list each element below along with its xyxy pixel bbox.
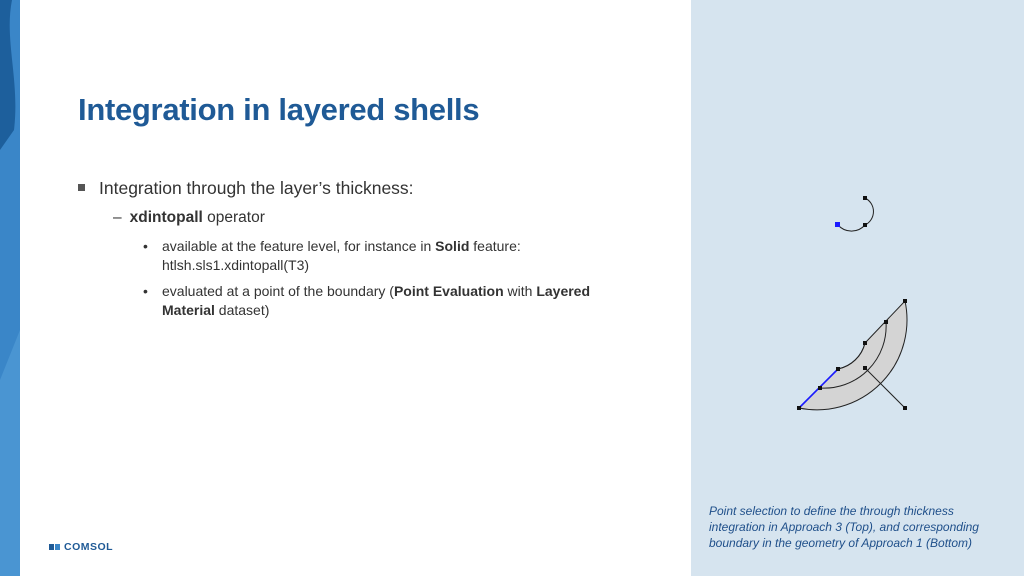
- vertex-point[interactable]: [863, 223, 867, 227]
- item2-text-mid: with: [503, 283, 537, 299]
- caption-line-3: boundary in the geometry of Approach 1 (Bottom): [709, 536, 973, 550]
- slide-title: Integration in layered shells: [78, 92, 480, 127]
- item2-text-post: dataset): [214, 302, 270, 318]
- item2-text-pre: evaluated at a point of the boundary (: [162, 283, 394, 299]
- caption-line-1: Point selection to define the through thickness: [709, 504, 954, 518]
- item1-expression: htlsh.sls1.xdintopall(T3): [162, 257, 310, 273]
- caption-line-2: integration in Approach 3 (Top), and corresponding: [709, 520, 979, 534]
- comsol-logo-icon: [49, 543, 61, 551]
- dash-bullet: –: [113, 209, 122, 226]
- vertex-point[interactable]: [863, 341, 867, 345]
- comsol-logo: [49, 541, 113, 553]
- vertex-point[interactable]: [863, 366, 867, 370]
- selected-point[interactable]: [835, 222, 840, 227]
- item2-bold2: Layered: [536, 283, 591, 299]
- vertex-point[interactable]: [884, 320, 888, 324]
- operator-suffix: operator: [202, 209, 265, 226]
- figure-caption: [709, 503, 1009, 551]
- item2-bold3: Material: [162, 302, 215, 318]
- vertex-point[interactable]: [818, 386, 822, 390]
- vertex-point[interactable]: [903, 406, 907, 410]
- dot-bullet: •: [143, 283, 148, 299]
- bullet-level1-text: Integration through the layer’s thickness:: [99, 178, 414, 198]
- operator-name: xdintopall: [129, 209, 203, 226]
- item1-text-post: feature:: [469, 238, 521, 254]
- vertex-point[interactable]: [903, 299, 907, 303]
- approach1-geometry: [797, 299, 907, 410]
- vertex-point[interactable]: [797, 406, 801, 410]
- item1-text-pre: available at the feature level, for instance in: [162, 238, 436, 254]
- vertex-point[interactable]: [863, 196, 867, 200]
- dot-bullet: •: [143, 238, 148, 254]
- item2-bold: Point Evaluation: [393, 283, 504, 299]
- approach3-arc: [835, 196, 873, 231]
- item1-bold: Solid: [435, 238, 470, 254]
- logo-text: COMSOL: [64, 541, 114, 553]
- vertex-point[interactable]: [836, 367, 840, 371]
